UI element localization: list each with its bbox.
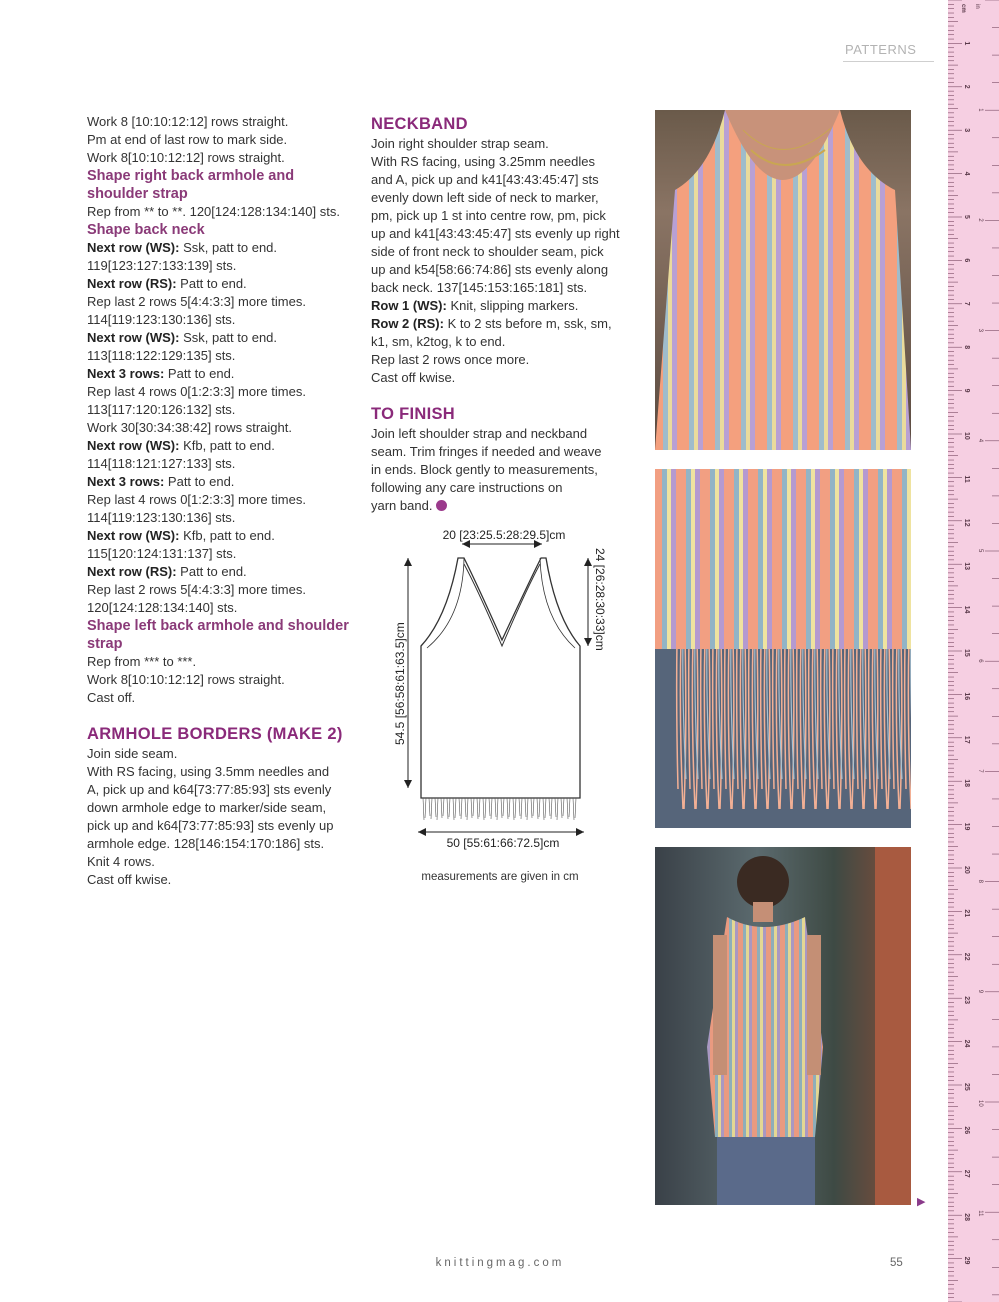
line-text: Join left shoulder strap and neckband [371, 426, 588, 441]
pattern-line [87, 419, 357, 437]
ruler-inch-label: 9 [977, 989, 983, 994]
ruler-cm-label: 21 [963, 909, 970, 918]
section-title-to-finish: TO FINISH [371, 405, 455, 423]
fringe-strand [503, 798, 504, 816]
fringe-strand [563, 798, 564, 816]
ruler-cm-label: 13 [963, 562, 970, 570]
fringe-strand [467, 798, 468, 820]
pattern-line [87, 275, 357, 293]
line-text: 113[118:122:129:135] sts. [87, 348, 236, 363]
line-text: Patt to end. [176, 276, 247, 291]
line-text: Work 8 [10:10:12:12] rows straight. [87, 114, 289, 129]
line-text: Join right shoulder strap seam. [371, 136, 549, 151]
pattern-line [87, 293, 357, 311]
pattern-line [87, 563, 357, 581]
line-text: Rep from *** to ***. [87, 654, 197, 669]
length-label: 54.5 [56:58:61:63.5]cm [393, 622, 407, 745]
line-text: Cast off kwise. [87, 872, 172, 887]
row-label: Next row (RS): [87, 564, 177, 579]
line-text: 119[123:127:133:139] sts. [87, 258, 237, 273]
pattern-line [87, 311, 357, 329]
ruler-cm-label: 3 [963, 128, 970, 133]
fringe-strand [431, 798, 432, 819]
line-text: Kfb, patt to end. [179, 528, 275, 543]
pattern-line [371, 369, 636, 387]
fringe-strand [551, 798, 552, 819]
ruler-cm-label: 9 [963, 388, 970, 393]
fringe-strand [471, 798, 472, 818]
pattern-line [87, 599, 357, 617]
pattern-line [371, 207, 636, 225]
fringe-strand [495, 798, 496, 817]
pattern-line [371, 497, 636, 515]
line-text: up and k41[43:43:45:47] sts evenly up right [371, 226, 620, 241]
pattern-line [87, 835, 357, 853]
fringe-strand [461, 798, 462, 819]
line-text: Patt to end. [164, 474, 235, 489]
line-text: Work 8[10:10:12:12] rows straight. [87, 150, 285, 165]
line-text: A, pick up and k64[73:77:85:93] sts evenly [87, 782, 332, 797]
armhole-depth-label: 24 [26:28:30:33]cm [593, 548, 607, 651]
pattern-line [87, 203, 357, 221]
fringe-strand [473, 798, 474, 816]
ruler-inch-label: 10 [977, 1100, 983, 1107]
pattern-line [87, 871, 357, 889]
ruler-cm-label: 4 [963, 171, 970, 176]
pattern-line [371, 351, 636, 369]
yarn-ball-icon [436, 500, 447, 511]
row-label: Row 2 (RS): [371, 316, 444, 331]
ruler-scale [948, 0, 999, 1302]
pattern-line [371, 279, 636, 297]
ruler-cm-label: 20 [963, 866, 970, 874]
ruler-cm-label: 5 [963, 215, 970, 219]
fringe-strand [521, 798, 522, 819]
ruler-cm-label: 14 [963, 605, 970, 614]
line-text: 115[120:124:131:137] sts. [87, 546, 237, 561]
fringe-strand [569, 798, 570, 817]
garment-schematic [384, 522, 624, 862]
fringe-strand [545, 798, 546, 818]
fringe-strand [435, 798, 436, 817]
pattern-line [87, 853, 357, 871]
ruler-inch-label: 8 [977, 879, 983, 883]
pattern-line [371, 189, 636, 207]
line-text: Rep last 4 rows 0[1:2:3:3] more times. [87, 384, 306, 399]
fringe-strand [443, 798, 444, 816]
next-page-arrow-icon[interactable]: ▶ [917, 1196, 926, 1208]
pattern-line [371, 153, 636, 171]
top-width-label: 20 [23:25.5:28:29.5]cm [442, 528, 566, 542]
line-text: armhole edge. 128[146:154:170:186] sts. [87, 836, 325, 851]
pattern-line [371, 243, 636, 261]
ruler-inch-label: 3 [977, 328, 983, 332]
pattern-line [87, 131, 357, 149]
section-label: PATTERNS [845, 42, 917, 57]
fringe-strand [483, 798, 484, 820]
line-text: and A, pick up and k41[43:43:45:47] sts [371, 172, 599, 187]
pattern-line [87, 437, 357, 455]
line-text: Rep last 4 rows 0[1:2:3:3] more times. [87, 492, 306, 507]
ruler-cm-label: 8 [963, 345, 970, 350]
bottom-width-label: 50 [55:61:66:72.5]cm [446, 836, 560, 850]
line-text: Knit 4 rows. [87, 854, 155, 869]
fringe-strand [527, 798, 528, 820]
ruler-cm-label: 26 [963, 1126, 970, 1135]
ruler-unit-in: in [974, 4, 980, 9]
ruler-inch-label: 7 [977, 769, 983, 773]
pattern-line [87, 455, 357, 473]
fringe-strand [501, 798, 502, 818]
fringe-strand [573, 798, 574, 820]
page-number: 55 [890, 1257, 903, 1269]
fringe-strand [491, 798, 492, 819]
line-text: K to 2 sts before m, ssk, sm, [443, 316, 612, 331]
fringe-strand [497, 798, 498, 820]
fringe-strand [557, 798, 558, 820]
ruler-cm-label: 29 [963, 1256, 970, 1265]
section-title-armhole-borders: ARMHOLE BORDERS (MAKE 2) [87, 725, 343, 743]
pattern-line [87, 329, 357, 347]
fringe-strand [567, 798, 568, 819]
row-label: Next row (WS): [87, 438, 180, 453]
ruler-cm-label: 6 [963, 258, 970, 263]
line-text: Rep last 2 rows 5[4:4:3:3] more times. [87, 582, 306, 597]
ruler-cm-label: 7 [963, 301, 970, 306]
fringe-strand [459, 798, 460, 816]
pattern-line [87, 383, 357, 401]
line-text: yarn band. [371, 498, 433, 513]
fringe-strand [489, 798, 490, 816]
pattern-line [87, 817, 357, 835]
row-label: Row 1 (WS): [371, 298, 447, 313]
row-label: Next 3 rows: [87, 366, 165, 381]
fringe-strand [437, 798, 438, 820]
pattern-line [87, 509, 357, 527]
pattern-line [87, 347, 357, 365]
pattern-line [87, 113, 357, 131]
row-label: Next row (WS): [87, 528, 180, 543]
fringe-strand [441, 798, 442, 818]
ruler-inch-label: 1 [977, 108, 983, 112]
fringe-strand [465, 798, 466, 817]
fringe-strand [423, 798, 424, 820]
pattern-line [371, 479, 636, 497]
fringe-strand [455, 798, 456, 818]
line-text: k1, sm, k2tog, k to end. [371, 334, 506, 349]
pattern-line [371, 315, 636, 333]
line-text: up and k54[58:66:74:86] sts evenly along [371, 262, 609, 277]
footer-url: knittingmag.com [435, 1257, 565, 1269]
subheading-right-back-armhole: Shape right back armhole and shoulder strap [87, 168, 295, 202]
line-text: in ends. Block gently to measurements, [371, 462, 598, 477]
pattern-line [87, 653, 357, 671]
fringe-strand [575, 798, 576, 818]
line-text: 120[124:128:134:140] sts. [87, 600, 238, 615]
pattern-line [87, 239, 357, 257]
pattern-column-1 [87, 113, 357, 889]
ruler-cm-label: 19 [963, 822, 970, 831]
pattern-line [87, 401, 357, 419]
pattern-line [371, 461, 636, 479]
line-text: Patt to end. [164, 366, 235, 381]
ruler-inch-label: 11 [977, 1210, 983, 1217]
pattern-line [87, 545, 357, 563]
fringe-strand [477, 798, 478, 819]
pattern-line [87, 473, 357, 491]
line-text: With RS facing, using 3.25mm needles [371, 154, 595, 169]
subheading-back-neck: Shape back neck [87, 222, 205, 238]
fringe-strand [561, 798, 562, 818]
pattern-line [87, 257, 357, 275]
ruler-cm-label: 23 [963, 996, 970, 1004]
pattern-line [371, 297, 636, 315]
row-label: Next 3 rows: [87, 474, 165, 489]
photo-fringe-closeup [655, 469, 911, 828]
line-text: 114[119:123:130:136] sts. [87, 312, 236, 327]
diagram-caption: measurements are given in cm [421, 871, 579, 883]
vest-outline [421, 558, 580, 798]
fringe [423, 798, 576, 820]
pattern-line [87, 671, 357, 689]
fringe-strand [515, 798, 516, 818]
fringe-strand [543, 798, 544, 820]
fringe-strand [453, 798, 454, 820]
fringe-strand [549, 798, 550, 816]
line-text: Cast off kwise. [371, 370, 456, 385]
line-text: Knit, slipping markers. [446, 298, 579, 313]
ruler-cm-label: 25 [963, 1083, 970, 1091]
line-text: following any care instructions on [371, 480, 563, 495]
ruler-cm-label: 28 [963, 1213, 970, 1221]
line-text: Patt to end. [176, 564, 247, 579]
line-text: Ssk, patt to end. [179, 330, 278, 345]
line-text: 114[119:123:130:136] sts. [87, 510, 236, 525]
pattern-line [371, 171, 636, 189]
pattern-line [87, 689, 357, 707]
ruler-cm-label: 16 [963, 692, 970, 701]
subheading-left-back-armhole: Shape left back armhole and shoulder strap [87, 618, 349, 652]
line-text: 114[118:121:127:133] sts. [87, 456, 236, 471]
line-text: pick up and k64[73:77:85:93] sts evenly up [87, 818, 334, 833]
section-title-neckband: NECKBAND [371, 115, 468, 133]
ruler-cm-label: 1 [963, 41, 970, 46]
fringe-strand [447, 798, 448, 819]
pattern-line [87, 763, 357, 781]
fringe-strand [519, 798, 520, 816]
line-text: With RS facing, using 3.5mm needles and [87, 764, 330, 779]
header-rule [843, 61, 934, 62]
line-text: Pm at end of last row to mark side. [87, 132, 288, 147]
ruler-inch-label: 2 [977, 218, 983, 222]
pattern-line [87, 781, 357, 799]
fringe-strand [537, 798, 538, 819]
line-text: Work 30[30:34:38:42] rows straight. [87, 420, 292, 435]
fringe-strand [539, 798, 540, 817]
pattern-column-2 [371, 113, 636, 515]
ruler-cm-label: 27 [963, 1169, 970, 1178]
fringe-strand [507, 798, 508, 819]
line-text: Ssk, patt to end. [179, 240, 278, 255]
pattern-line [87, 365, 357, 383]
photo-fringe-image [655, 469, 911, 828]
fringe-strand [533, 798, 534, 816]
fringe-strand [449, 798, 450, 817]
line-text: Rep last 2 rows once more. [371, 352, 530, 367]
pattern-line [371, 261, 636, 279]
ruler-cm-label: 11 [963, 475, 970, 483]
fringe-strand [513, 798, 514, 820]
row-label: Next row (WS): [87, 330, 180, 345]
photo-back-view [655, 847, 911, 1205]
ruler-unit-cm: cm [960, 4, 966, 13]
pattern-line [371, 443, 636, 461]
fringe-strand [485, 798, 486, 818]
line-text: evenly down left side of neck to marker, [371, 190, 599, 205]
fringe-strand [525, 798, 526, 817]
row-label: Next row (RS): [87, 276, 177, 291]
ruler-inch-label: 6 [977, 659, 983, 663]
line-text: Join side seam. [87, 746, 178, 761]
line-text: down armhole edge to marker/side seam, [87, 800, 327, 815]
line-text: side of front neck to shoulder seam, pick [371, 244, 604, 259]
ruler-inch-label: 4 [977, 438, 983, 443]
ruler-cm-label: 18 [963, 779, 970, 787]
line-text: 113[117:120:126:132] sts. [87, 402, 236, 417]
fringe-strand [509, 798, 510, 817]
line-text: seam. Trim fringes if needed and weave [371, 444, 602, 459]
pattern-line [87, 799, 357, 817]
fringe-strand [555, 798, 556, 817]
ruler-inch-label: 5 [977, 549, 983, 553]
line-text: pm, pick up 1 st into centre row, pm, pick [371, 208, 606, 223]
pattern-line [371, 135, 636, 153]
fringe-strand [425, 798, 426, 818]
pattern-line [371, 333, 636, 351]
ruler-cm-label: 12 [963, 518, 970, 527]
pattern-line [371, 425, 636, 443]
line-text: Rep last 2 rows 5[4:4:3:3] more times. [87, 294, 306, 309]
fringe-strand [429, 798, 430, 816]
photo-back-image [655, 847, 911, 1205]
ruler-cm-label: 15 [963, 649, 970, 657]
ruler-cm-label: 2 [963, 84, 970, 89]
ruler-cm-label: 22 [963, 952, 970, 961]
pattern-line [87, 745, 357, 763]
pattern-line [87, 491, 357, 509]
line-text: Cast off. [87, 690, 136, 705]
pattern-line [87, 149, 357, 167]
ruler-strip [948, 0, 999, 1302]
pattern-line [87, 527, 357, 545]
ruler-cm-label: 24 [963, 1039, 970, 1048]
fringe-strand [479, 798, 480, 817]
line-text: Work 8[10:10:12:12] rows straight. [87, 672, 285, 687]
pattern-line [371, 225, 636, 243]
fringe-strand [531, 798, 532, 818]
photo-neckline-closeup [655, 110, 911, 450]
ruler-cm-label: 17 [963, 735, 970, 744]
line-text: back neck. 137[145:153:165:181] sts. [371, 280, 588, 295]
pattern-line [87, 581, 357, 599]
ruler-cm-label: 10 [963, 432, 970, 440]
line-text: Kfb, patt to end. [179, 438, 275, 453]
line-text: Rep from ** to **. 120[124:128:134:140] sts. [87, 204, 340, 219]
row-label: Next row (WS): [87, 240, 180, 255]
photo-neckline-image [655, 110, 911, 450]
